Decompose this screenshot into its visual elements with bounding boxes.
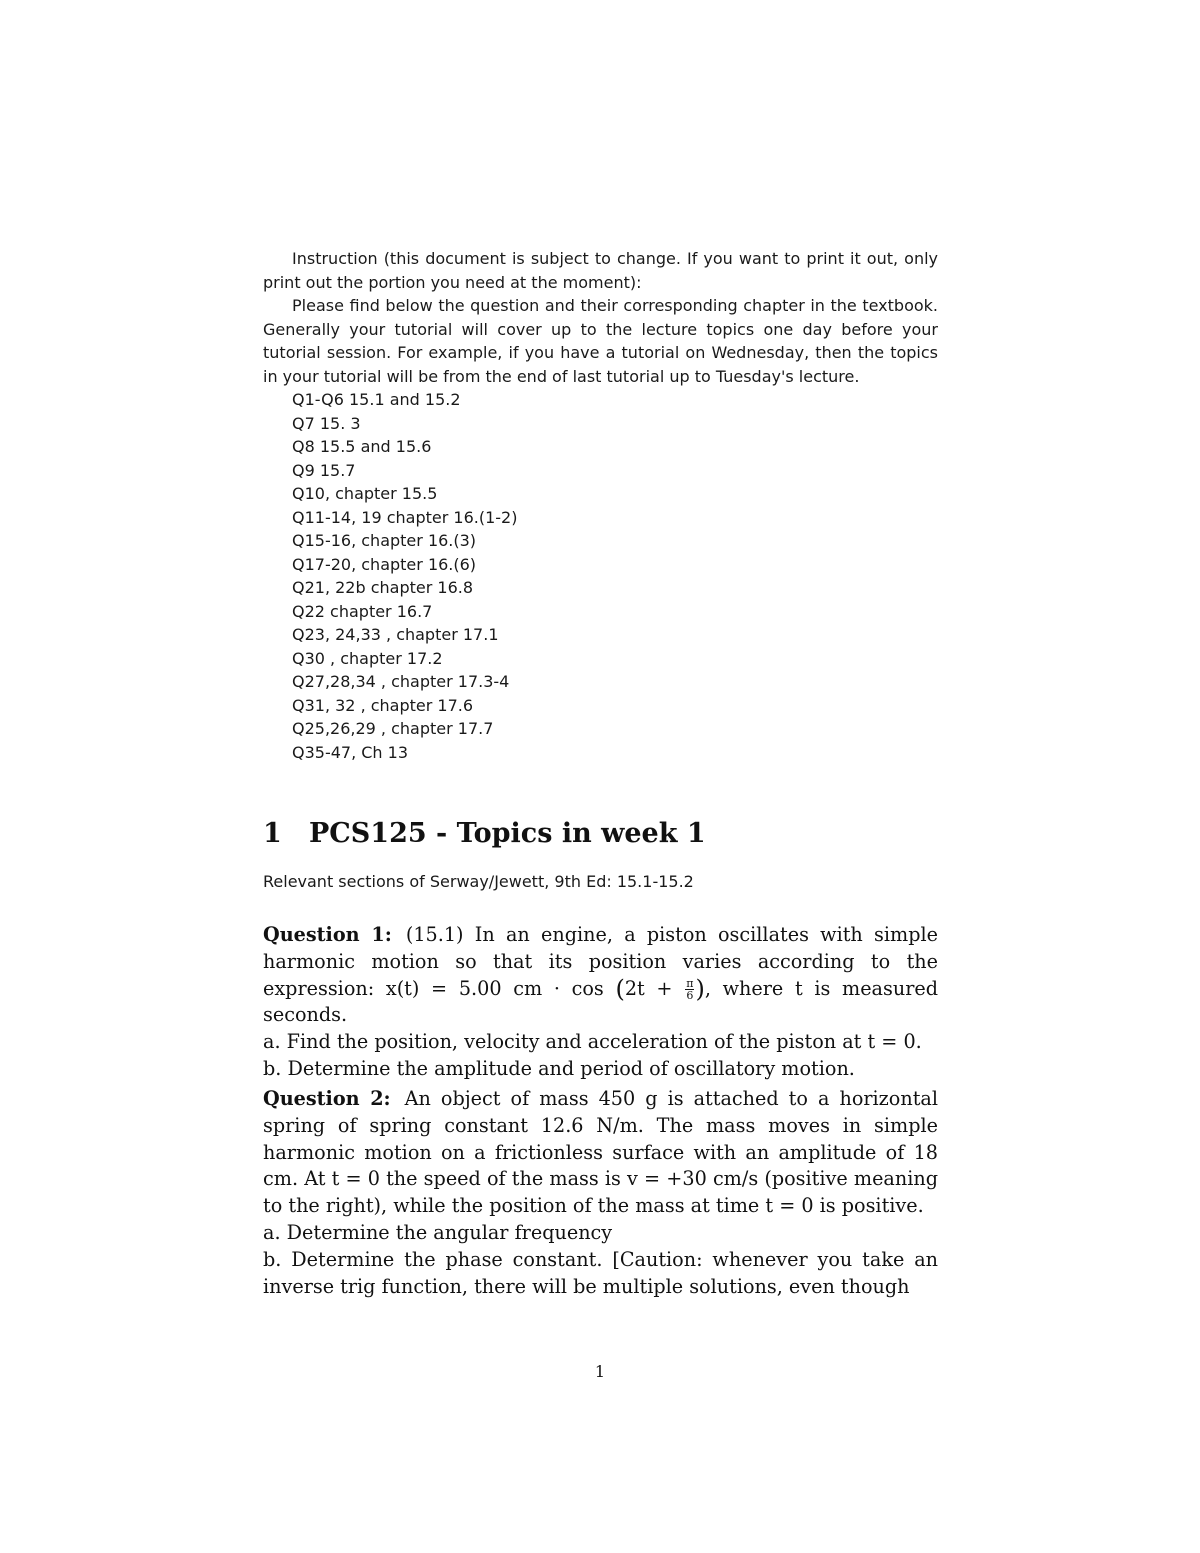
list-item: Q1-Q6 15.1 and 15.2: [292, 390, 461, 409]
question-2-part-b: b. Determine the phase constant. [Caution: whenever you take an inverse trig function, there will be multiple solutions, even though: [263, 1247, 938, 1298]
question-1: [263, 922, 938, 1083]
question-2-body: [263, 1086, 938, 1220]
page-number: 1: [594, 1362, 606, 1381]
section-heading: [263, 816, 706, 852]
question-1-label: Question 1:: [263, 923, 392, 946]
section-title: PCS125 - Topics in week 1: [309, 818, 706, 849]
question-1-part-b: b. Determine the amplitude and period of oscillatory motion.: [263, 1056, 855, 1080]
question-1-text-end: , where t is measured seconds.: [263, 976, 939, 1027]
fraction-numerator: π: [686, 977, 694, 991]
section-number: 1: [263, 818, 282, 849]
list-item: Q9 15.7: [292, 460, 356, 480]
instruction-paragraph: Instruction (this document is subject to change. If you want to print it out, only print out the portion you need at the moment):: [263, 249, 938, 292]
list-item: Q17-20, chapter 16.(6): [292, 554, 477, 574]
list-item: Q21, 22b chapter 16.8: [292, 578, 474, 597]
list-item: Q23, 24,33 , chapter 17.1: [292, 625, 499, 644]
fraction-denominator: 6: [686, 989, 694, 1003]
list-item: Q30 , chapter 17.2: [292, 648, 443, 668]
list-item: Q22 chapter 16.7: [292, 601, 433, 621]
tutorial-paragraph: Please find below the question and their corresponding chapter in the textbook. Generally your tutorial will cover up to the lecture topics one day before your tutorial session. For example, if you have a tutorial on Wednesday, then the topics in your tutorial will be from the end of last tutorial up to Tuesday's lecture.: [263, 296, 938, 386]
question-1-body: [263, 922, 938, 1029]
question-2-text: An object of mass 450 g is attached to a horizontal spring of spring constant 12.6 N/m. The mass moves in simple harmonic motion on a frictionless surface with an amplitude of 18 cm. At t = 0 the speed of the mass is v = +30 cm/s (positive meaning to the right), while the position of the mass at time t = 0 is positive.: [263, 1087, 938, 1218]
question-2-label: Question 2:: [263, 1087, 391, 1110]
paren-open: (: [615, 974, 625, 1003]
list-item: Q15-16, chapter 16.(3): [292, 531, 477, 550]
pi-over-six-fraction: [685, 978, 694, 1001]
list-item: Q25,26,29 , chapter 17.7: [292, 719, 494, 738]
list-item: Q35-47, Ch 13: [292, 742, 409, 762]
list-item: Q27,28,34 , chapter 17.3-4: [292, 672, 510, 691]
list-item: Q11-14, 19 chapter 16.(1-2): [292, 507, 518, 527]
paren-close: ): [695, 974, 705, 1003]
question-chapter-list: [263, 388, 938, 764]
formula-inner: 2t +: [624, 976, 685, 1000]
list-item: Q8 15.5 and 15.6: [292, 437, 432, 456]
question-2-part-a: a. Determine the angular frequency: [263, 1220, 613, 1244]
list-item: Q31, 32 , chapter 17.6: [292, 695, 474, 715]
relevant-sections: Relevant sections of Serway/Jewett, 9th Ed: 15.1-15.2: [263, 872, 694, 891]
question-1-text: (15.1) In an engine, a piston oscillates with simple harmonic motion so that its position varies according to the expression: x(t) = 5.00 cm · cos: [263, 923, 938, 1000]
question-2: [263, 1086, 938, 1300]
list-item: Q7 15. 3: [292, 413, 361, 433]
instructions-block: [263, 247, 938, 764]
question-1-part-a: a. Find the position, velocity and acceleration of the piston at t = 0.: [263, 1030, 922, 1054]
list-item: Q10, chapter 15.5: [292, 484, 438, 503]
